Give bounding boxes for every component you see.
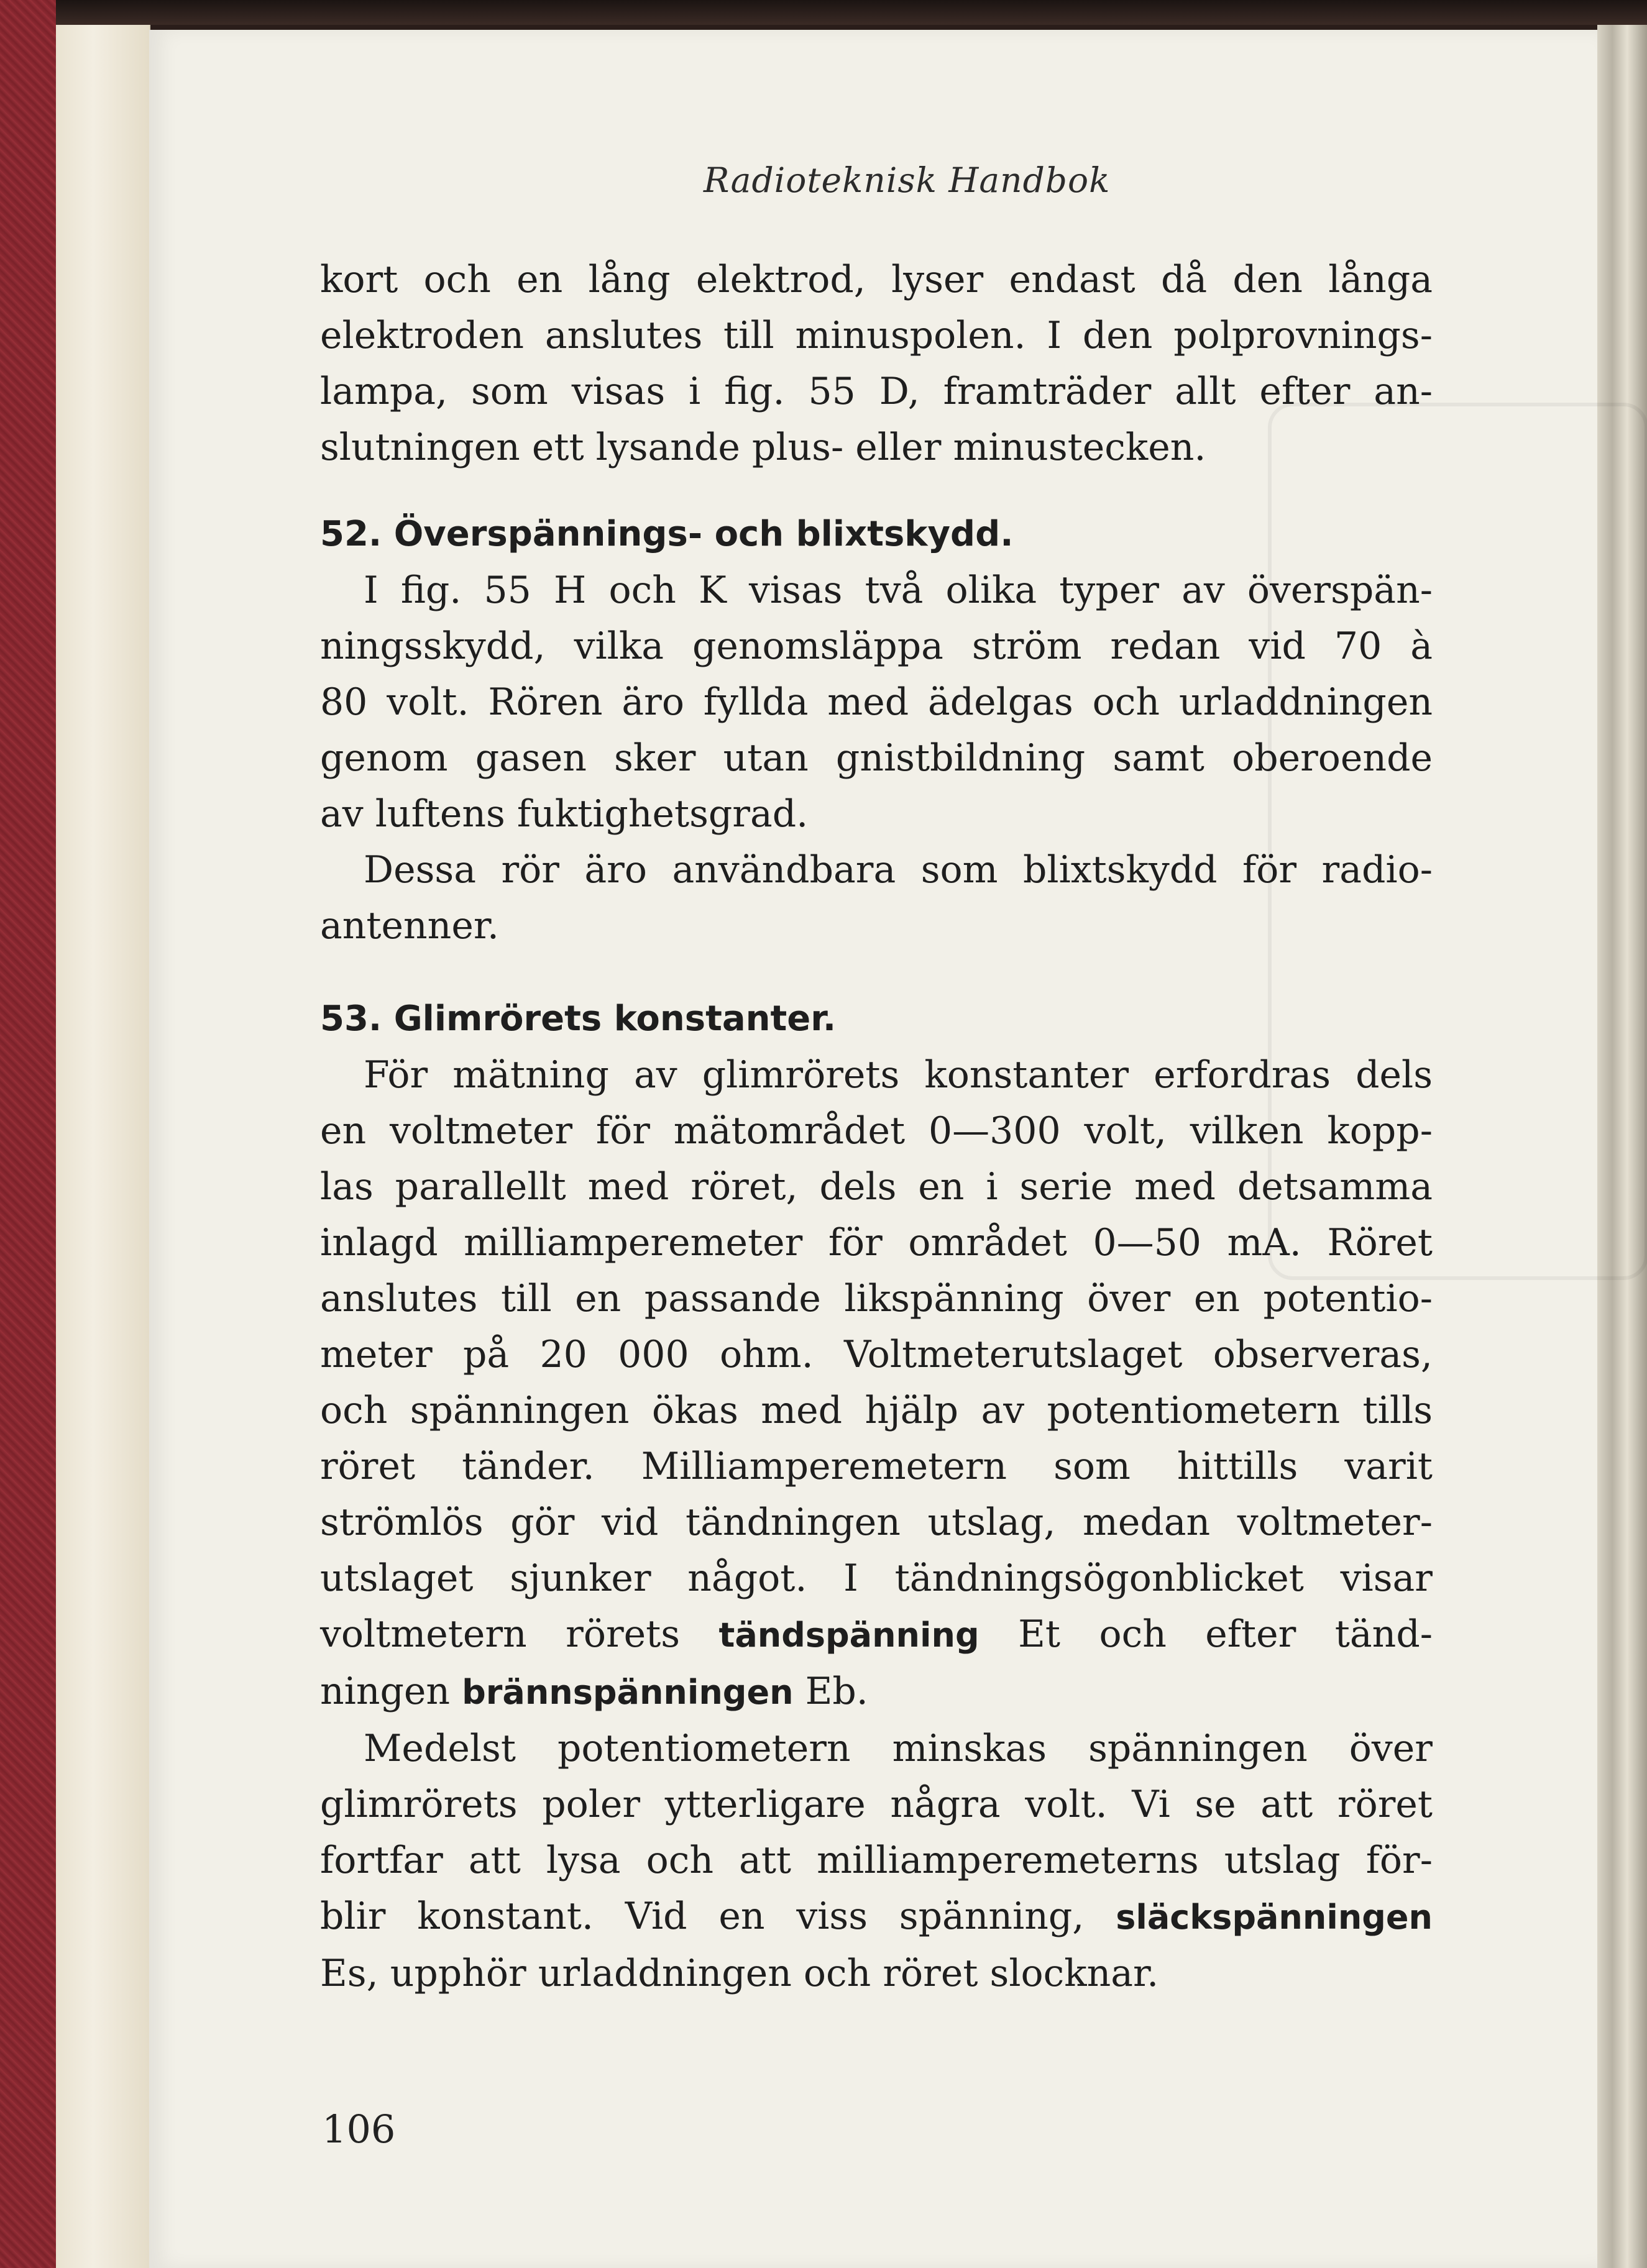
section-heading-52: 52. Överspännings- och blixtskydd. xyxy=(320,514,1014,554)
section-heading-53: 53. Glimrörets konstanter. xyxy=(320,999,837,1039)
term-brannspanningen: brännspänningen xyxy=(462,1673,794,1712)
text-line: ningsskydd, vilka genomsläppa ström redan vid 70 à xyxy=(320,624,1433,668)
text-line: För mätning av glimrörets konstanter erfordras dels xyxy=(364,1053,1433,1097)
text-line: slutningen ett lysande plus- eller minustecken. xyxy=(320,426,1206,469)
text-line xyxy=(320,1888,1433,1946)
text-line: fortfar att lysa och att milliamperemeterns utslag för- xyxy=(320,1839,1433,1882)
book-binding xyxy=(0,0,56,2268)
section-53-paragraph-2 xyxy=(320,1721,1433,2001)
text-segment: blir konstant. Vid en viss spänning, xyxy=(320,1895,1116,1938)
text-line: kort och en lång elektrod, lyser endast då den långa xyxy=(320,258,1433,301)
text-line: inlagd milliamperemeter för området 0—50 mA. Röret xyxy=(320,1221,1433,1264)
running-head: Radioteknisk Handbok xyxy=(704,160,1111,200)
text-line xyxy=(320,1606,1433,1663)
text-line: Es, upphör urladdningen och röret slocknar. xyxy=(320,1952,1159,1995)
page-number: 106 xyxy=(322,2106,396,2152)
text-line: las parallellt med röret, dels en i serie med detsamma xyxy=(320,1165,1433,1209)
page-edges xyxy=(56,25,150,2268)
term-slackspanningen: släckspänningen xyxy=(1116,1898,1433,1937)
text-segment: ningen xyxy=(320,1670,462,1713)
text-line: röret tänder. Milliamperemetern som hittills varit xyxy=(320,1445,1433,1488)
text-line: anslutes till en passande likspänning över en potentio- xyxy=(320,1277,1433,1320)
text-line: I fig. 55 H och K visas två olika typer av överspän- xyxy=(364,569,1433,612)
intro-paragraph xyxy=(320,252,1433,475)
book-cover-top xyxy=(0,0,1647,25)
text-line: en voltmeter för mätområdet 0—300 volt, vilken kopp- xyxy=(320,1109,1433,1153)
text-segment: Et och efter tänd- xyxy=(979,1612,1433,1656)
page-body xyxy=(320,252,1433,2001)
text-line: Medelst potentiometern minskas spänningen över xyxy=(364,1727,1433,1770)
text-line: Dessa rör äro användbara som blixtskydd för radio- xyxy=(364,848,1433,892)
text-line xyxy=(320,1663,1433,1721)
text-line: och spänningen ökas med hjälp av potentiometern tills xyxy=(320,1389,1433,1432)
text-line: av luftens fuktighetsgrad. xyxy=(320,792,809,836)
text-line: antenner. xyxy=(320,904,499,948)
section-52-paragraph-1 xyxy=(320,562,1433,842)
text-line: strömlös gör vid tändningen utslag, medan voltmeter- xyxy=(320,1501,1433,1544)
term-tandspanning: tändspänning xyxy=(718,1616,979,1655)
text-line: 80 volt. Rören äro fyllda med ädelgas och urladdningen xyxy=(320,680,1433,724)
text-line: elektroden anslutes till minuspolen. I den polprovnings- xyxy=(320,314,1433,357)
text-line: meter på 20 000 ohm. Voltmeterutslaget observeras, xyxy=(320,1333,1433,1376)
section-53-paragraph-1 xyxy=(320,1047,1433,1721)
section-52-paragraph-2 xyxy=(320,842,1433,954)
text-line: genom gasen sker utan gnistbildning samt oberoende xyxy=(320,736,1433,780)
text-segment: Eb. xyxy=(793,1670,868,1713)
text-line: glimrörets poler ytterligare några volt. Vi se att röret xyxy=(320,1783,1433,1826)
text-line: lampa, som visas i fig. 55 D, framträder allt efter an- xyxy=(320,370,1433,413)
text-segment: voltmetern rörets xyxy=(320,1612,719,1656)
text-line: utslaget sjunker något. I tändningsögonblicket visar xyxy=(320,1557,1433,1600)
